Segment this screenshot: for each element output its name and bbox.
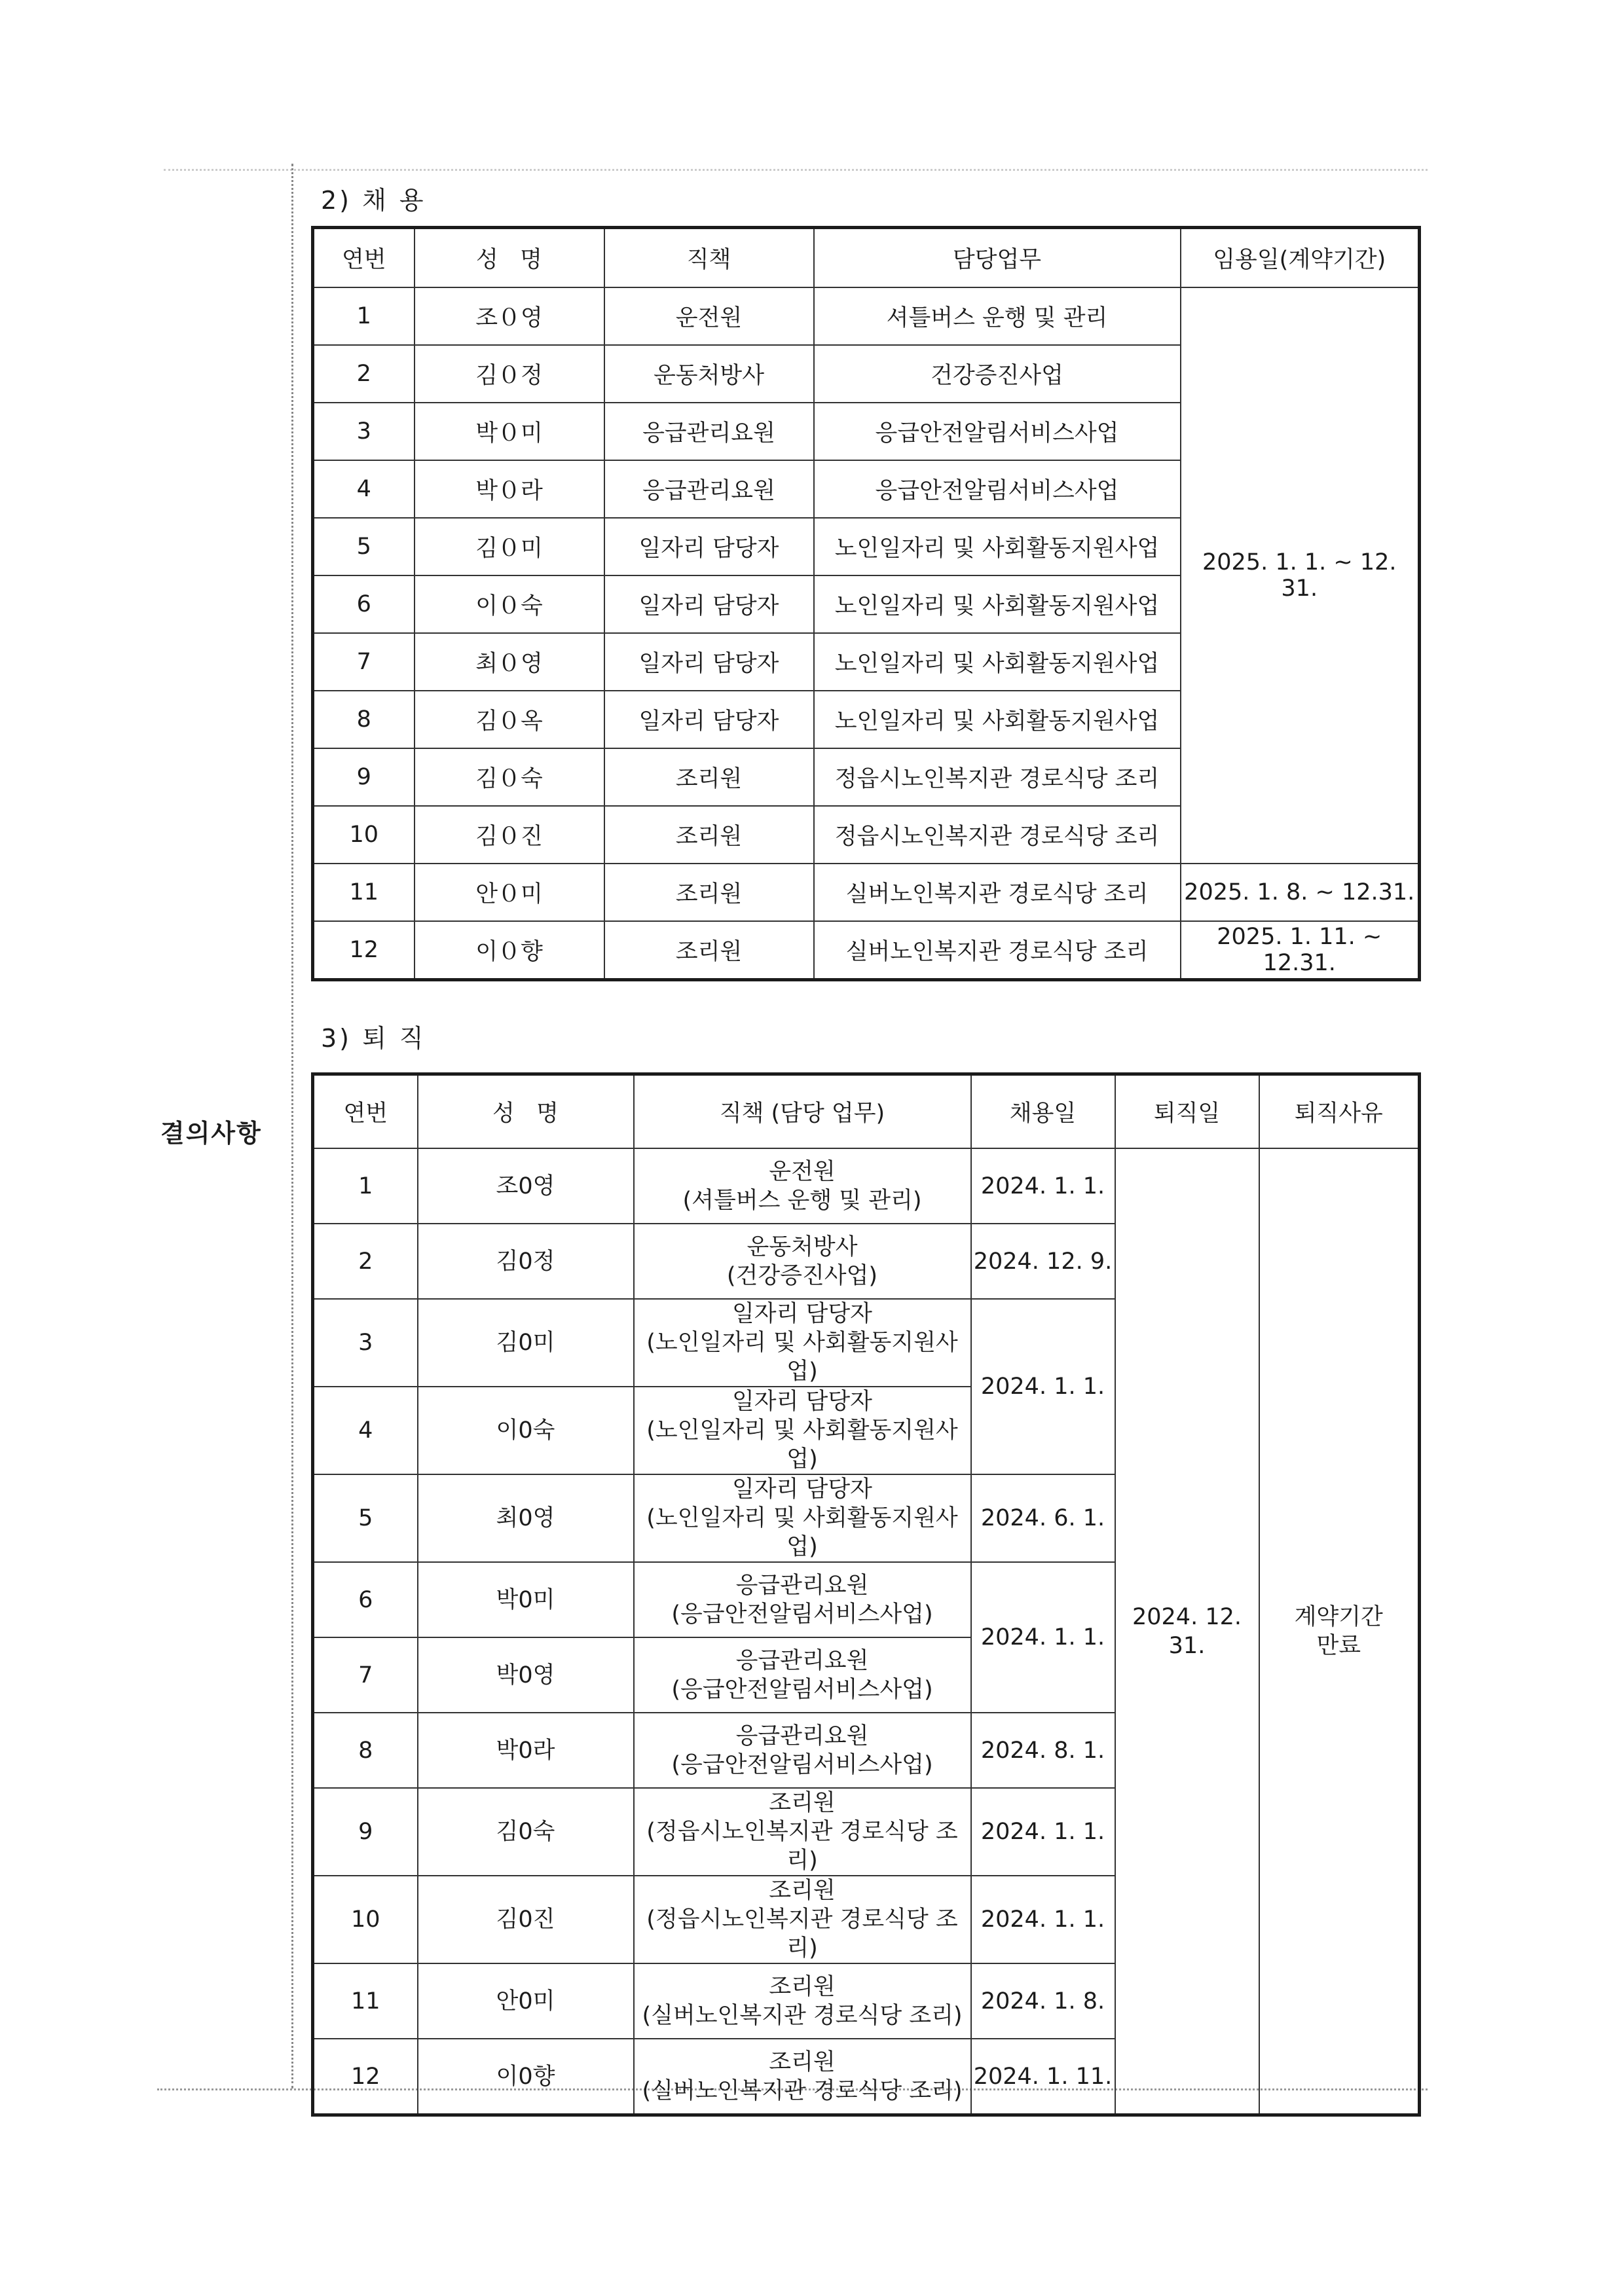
row-name: 박０라 bbox=[415, 460, 604, 518]
row-hire-date: 2024. 1. 1. bbox=[971, 1788, 1115, 1876]
row-duty: (셔틀버스 운행 및 관리) bbox=[682, 1187, 922, 1214]
row-name: 박0라 bbox=[418, 1713, 634, 1788]
row-position: 조리원 bbox=[769, 2049, 836, 2075]
row-position: 운전원 bbox=[769, 1158, 836, 1185]
row-position: 일자리 담당자 bbox=[604, 691, 814, 748]
row-position: 조리원 bbox=[769, 1973, 836, 2000]
row-name: 김０숙 bbox=[415, 748, 604, 806]
row-name: 박０미 bbox=[415, 403, 604, 460]
row-position: 응급관리요원 bbox=[604, 403, 814, 460]
row-name: 이０숙 bbox=[415, 575, 604, 633]
row-duty: 실버노인복지관 경로식당 조리 bbox=[814, 921, 1181, 980]
hire-header-position: 직책 bbox=[604, 228, 814, 288]
row-position: 일자리 담당자 bbox=[732, 1389, 872, 1415]
row-duty: (응급안전알림서비스사업) bbox=[671, 1601, 933, 1628]
row-hire-date: 2024. 6. 1. bbox=[971, 1474, 1115, 1562]
retire-date-merged: 2024. 12. 31. bbox=[1115, 1148, 1259, 2115]
row-duty: (정읍시노인복지관 경로식당 조리) bbox=[646, 1819, 958, 1874]
row-position: 일자리 담당자 bbox=[732, 1476, 872, 1503]
resolution-label: 결의사항 bbox=[160, 1119, 262, 1148]
row-position: 일자리 담당자 bbox=[604, 633, 814, 691]
hire-section-title: 2) 채 용 bbox=[321, 186, 426, 215]
row-position: 응급관리요원 bbox=[735, 1572, 869, 1599]
row-no: 7 bbox=[313, 633, 415, 691]
retire-header-hire-date: 채용일 bbox=[971, 1074, 1115, 1149]
row-duty: 노인일자리 및 사회활동지원사업 bbox=[814, 575, 1181, 633]
row-name: 김０옥 bbox=[415, 691, 604, 748]
row-hire-date: 2024. 1. 1. bbox=[971, 1876, 1115, 1963]
row-hire-date: 2024. 12. 9. bbox=[971, 1224, 1115, 1299]
row-position-duty bbox=[634, 1299, 971, 1387]
row-name: 김0숙 bbox=[418, 1788, 634, 1876]
retire-header-position: 직책 (담당 업무) bbox=[634, 1074, 971, 1149]
row-no: 3 bbox=[313, 1299, 418, 1387]
row-position-duty bbox=[634, 1637, 971, 1713]
row-duty: (정읍시노인복지관 경로식당 조리) bbox=[646, 1906, 958, 1961]
row-duty: 정읍시노인복지관 경로식당 조리 bbox=[814, 748, 1181, 806]
row-name: 김０정 bbox=[415, 345, 604, 403]
row-position: 조리원 bbox=[769, 1790, 836, 1816]
row-no: 8 bbox=[313, 691, 415, 748]
row-position-duty bbox=[634, 1963, 971, 2039]
row-hire-date: 2024. 1. 8. bbox=[971, 1963, 1115, 2039]
row-duty: (실버노인복지관 경로식당 조리) bbox=[642, 2077, 963, 2104]
row-no: 12 bbox=[313, 921, 415, 980]
row-name: 박0영 bbox=[418, 1637, 634, 1713]
row-position-duty bbox=[634, 1713, 971, 1788]
row-name: 김0미 bbox=[418, 1299, 634, 1387]
row-no: 5 bbox=[313, 518, 415, 575]
row-hire-date-merged: 2024. 1. 1. bbox=[971, 1299, 1115, 1474]
row-name: 최0영 bbox=[418, 1474, 634, 1562]
retire-header-reason: 퇴직사유 bbox=[1259, 1074, 1420, 1149]
retire-table-header bbox=[313, 1074, 1420, 1149]
row-no: 1 bbox=[313, 287, 415, 345]
row-no: 4 bbox=[313, 1387, 418, 1474]
row-no: 9 bbox=[313, 748, 415, 806]
row-duty: 응급안전알림서비스사업 bbox=[814, 460, 1181, 518]
row-position-duty bbox=[634, 2039, 971, 2115]
table-row bbox=[313, 287, 1420, 345]
row-name: 김0정 bbox=[418, 1224, 634, 1299]
row-position-duty bbox=[634, 1788, 971, 1876]
row-position: 일자리 담당자 bbox=[604, 575, 814, 633]
retire-reason-merged bbox=[1259, 1148, 1420, 2115]
row-duty: (응급안전알림서비스사업) bbox=[671, 1676, 933, 1703]
row-name: 안０미 bbox=[415, 864, 604, 921]
row-name: 조0영 bbox=[418, 1148, 634, 1224]
row-no: 6 bbox=[313, 575, 415, 633]
row-hire-date: 2024. 1. 11. bbox=[971, 2039, 1115, 2115]
hire-table bbox=[311, 226, 1421, 981]
reason-line1: 계약기간 bbox=[1294, 1603, 1383, 1630]
row-period: 2025. 1. 11. ~ 12.31. bbox=[1181, 921, 1420, 980]
row-duty: (노인일자리 및 사회활동지원사업) bbox=[646, 1417, 958, 1472]
row-position: 일자리 담당자 bbox=[732, 1301, 872, 1327]
row-no: 1 bbox=[313, 1148, 418, 1224]
row-no: 2 bbox=[313, 345, 415, 403]
row-no: 4 bbox=[313, 460, 415, 518]
row-name: 이0숙 bbox=[418, 1387, 634, 1474]
row-no: 11 bbox=[313, 864, 415, 921]
row-duty: 응급안전알림서비스사업 bbox=[814, 403, 1181, 460]
row-duty: 노인일자리 및 사회활동지원사업 bbox=[814, 691, 1181, 748]
table-row bbox=[313, 1148, 1420, 1224]
table-row bbox=[313, 921, 1420, 980]
row-position-duty bbox=[634, 1387, 971, 1474]
row-duty: 정읍시노인복지관 경로식당 조리 bbox=[814, 806, 1181, 864]
row-position: 운동처방사 bbox=[604, 345, 814, 403]
row-duty: 노인일자리 및 사회활동지원사업 bbox=[814, 518, 1181, 575]
row-no: 10 bbox=[313, 1876, 418, 1963]
row-name: 이0향 bbox=[418, 2039, 634, 2115]
retire-header-retire-date: 퇴직일 bbox=[1115, 1074, 1259, 1149]
retire-section-title: 3) 퇴 직 bbox=[321, 1024, 426, 1053]
row-period: 2025. 1. 8. ~ 12.31. bbox=[1181, 864, 1420, 921]
row-name: 안0미 bbox=[418, 1963, 634, 2039]
hire-header-name: 성 명 bbox=[415, 228, 604, 288]
row-position: 응급관리요원 bbox=[604, 460, 814, 518]
row-position-duty bbox=[634, 1474, 971, 1562]
row-no: 7 bbox=[313, 1637, 418, 1713]
row-position-duty bbox=[634, 1876, 971, 1963]
row-duty: (노인일자리 및 사회활동지원사업) bbox=[646, 1330, 958, 1385]
row-duty: 실버노인복지관 경로식당 조리 bbox=[814, 864, 1181, 921]
row-duty: (건강증진사업) bbox=[726, 1262, 878, 1289]
row-period-merged: 2025. 1. 1. ~ 12. 31. bbox=[1181, 287, 1420, 864]
row-position: 조리원 bbox=[604, 921, 814, 980]
row-no: 8 bbox=[313, 1713, 418, 1788]
row-no: 2 bbox=[313, 1224, 418, 1299]
row-position: 조리원 bbox=[604, 864, 814, 921]
row-name: 최０영 bbox=[415, 633, 604, 691]
hire-header-period: 임용일(계약기간) bbox=[1181, 228, 1420, 288]
retire-header-no: 연번 bbox=[313, 1074, 418, 1149]
retire-table bbox=[311, 1072, 1421, 2117]
row-name: 박0미 bbox=[418, 1562, 634, 1637]
row-position-duty bbox=[634, 1562, 971, 1637]
row-hire-date: 2024. 1. 1. bbox=[971, 1148, 1115, 1224]
hire-table-header bbox=[313, 228, 1420, 288]
row-no: 11 bbox=[313, 1963, 418, 2039]
row-hire-date: 2024. 8. 1. bbox=[971, 1713, 1115, 1788]
row-name: 김０진 bbox=[415, 806, 604, 864]
row-name: 김0진 bbox=[418, 1876, 634, 1963]
row-position-duty bbox=[634, 1224, 971, 1299]
row-position: 응급관리요원 bbox=[735, 1647, 869, 1674]
row-duty: (실버노인복지관 경로식당 조리) bbox=[642, 2002, 963, 2029]
row-duty: (응급안전알림서비스사업) bbox=[671, 1751, 933, 1778]
row-duty: 셔틀버스 운행 및 관리 bbox=[814, 287, 1181, 345]
top-divider bbox=[164, 169, 1428, 171]
row-position: 운전원 bbox=[604, 287, 814, 345]
row-position: 응급관리요원 bbox=[735, 1722, 869, 1749]
table-row bbox=[313, 864, 1420, 921]
row-no: 9 bbox=[313, 1788, 418, 1876]
retire-header-name: 성 명 bbox=[418, 1074, 634, 1149]
row-duty: 노인일자리 및 사회활동지원사업 bbox=[814, 633, 1181, 691]
row-position-duty bbox=[634, 1148, 971, 1224]
row-name: 김０미 bbox=[415, 518, 604, 575]
row-no: 3 bbox=[313, 403, 415, 460]
row-position: 일자리 담당자 bbox=[604, 518, 814, 575]
row-name: 조０영 bbox=[415, 287, 604, 345]
row-name: 이０향 bbox=[415, 921, 604, 980]
hire-header-duty: 담당업무 bbox=[814, 228, 1181, 288]
row-no: 12 bbox=[313, 2039, 418, 2115]
row-duty: (노인일자리 및 사회활동지원사업) bbox=[646, 1505, 958, 1560]
reason-line2: 만료 bbox=[1316, 1632, 1361, 1659]
row-no: 6 bbox=[313, 1562, 418, 1637]
label-column-divider bbox=[291, 164, 293, 2088]
hire-header-no: 연번 bbox=[313, 228, 415, 288]
row-position: 조리원 bbox=[604, 806, 814, 864]
row-no: 5 bbox=[313, 1474, 418, 1562]
row-no: 10 bbox=[313, 806, 415, 864]
row-duty: 건강증진사업 bbox=[814, 345, 1181, 403]
row-position: 조리원 bbox=[769, 1878, 836, 1904]
row-hire-date-merged: 2024. 1. 1. bbox=[971, 1562, 1115, 1713]
row-position: 조리원 bbox=[604, 748, 814, 806]
row-position: 운동처방사 bbox=[747, 1233, 858, 1260]
